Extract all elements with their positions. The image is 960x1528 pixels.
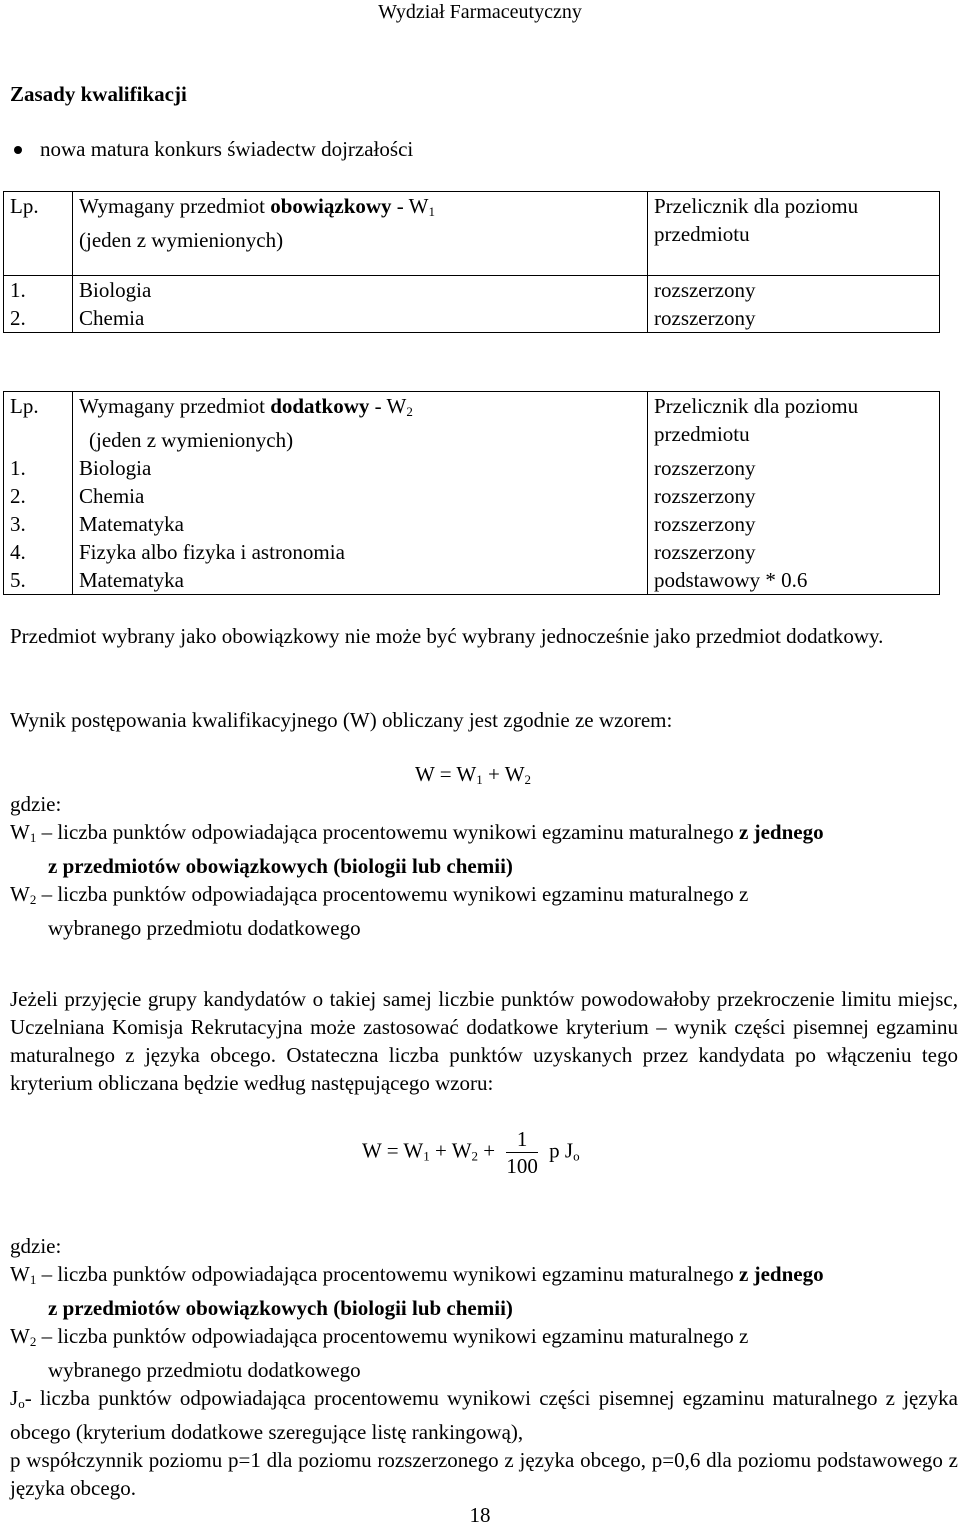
table-row [4, 276, 940, 305]
where1-w2-symbol: W [10, 882, 30, 906]
tie-paragraph: Jeżeli przyjęcie grupy kandydatów o takiej samej liczbie punktów powodowałoby przekroczenie limitu miejsc, Uczelniana Komisja Rekrutacyjna może zastosować dodatkowe kryterium – wynik części pisemnej egzaminu maturalnego z języka obcego. Ostateczna liczba punktów uzyskanych przez kandydata po włączeniu tego kryterium obliczana będzie według następującego wzoru: [10, 987, 958, 1095]
where1-w1-definition: $W_1$ – liczba punktów odpowiadająca procentowemu wynikowi egzaminu maturalnego z jednego [10, 820, 824, 845]
where1-w1-symbol: W [10, 820, 30, 844]
table2-cell-level: rozszerzony [648, 510, 940, 538]
table2-cell-lp: 5. [4, 566, 73, 595]
formula1-w: W = W [415, 762, 477, 786]
formula2-fraction [506, 1126, 538, 1179]
page-number: 18 [469, 1503, 491, 1527]
where2-jo-definition [10, 1384, 958, 1446]
table2-head-lp: Lp. [4, 392, 73, 455]
table1-head-conversion [648, 192, 940, 276]
table1-head-subject-bold: obowiązkowy [270, 194, 392, 218]
table-row [4, 538, 940, 566]
where-block-2 [10, 1232, 958, 1502]
where2-w1-definition: $W_1$ – liczba punktów odpowiadająca procentowemu wynikowi egzaminu maturalnego z jednego [10, 1262, 824, 1287]
table1-head-subject-w: - W [391, 194, 429, 218]
table2-cell-subject: Matematyka [73, 510, 648, 538]
bullet-item [10, 137, 413, 162]
table-row [4, 510, 940, 538]
where1-w1-bold-b: z przedmiotów obowiązkowych (biologii lub chemii) [48, 854, 513, 878]
table1-cell-lp: 2. [4, 304, 73, 333]
table1-cell-subject: Biologia [73, 276, 648, 305]
formula2-w: W = W [362, 1138, 424, 1163]
where2-jo-symbol: J [10, 1386, 19, 1410]
formula-extended [362, 1126, 580, 1179]
where1-w1-bold-a: z jednego [739, 820, 824, 844]
where2-w2-text: liczba punktów odpowiadająca procentowemu wynikowi egzaminu maturalnego z [57, 1324, 749, 1348]
where2-w1-text: liczba punktów odpowiadająca procentowemu wynikowi egzaminu maturalnego [57, 1262, 740, 1286]
where2-w1-sub: 1 [29, 1272, 37, 1287]
mandatory-subject-table [3, 191, 940, 333]
table2-cell-subject: Biologia [73, 454, 648, 482]
where2-w1-continuation [10, 1294, 958, 1322]
table2-head-conv-line2: przedmiotu [654, 422, 750, 446]
formula1-sub2: 2 [524, 772, 532, 787]
table2-cell-subject: Chemia [73, 482, 648, 510]
formula-basic [415, 762, 531, 788]
table2-head-subject-bold: dodatkowy [270, 394, 370, 418]
table1-head-subject-line2: (jeden z wymienionych) [79, 228, 284, 252]
table2-head-subject-line2: (jeden z wymienionych) [89, 428, 294, 452]
table2-cell-subject: Matematyka [73, 566, 648, 595]
where2-label: gdzie: [10, 1234, 62, 1258]
table1-head-lp: Lp. [4, 192, 73, 276]
table2-head-subject-w: - W [369, 394, 407, 418]
section-title: Zasady kwalifikacji [10, 82, 187, 106]
where2-w1-bold-a: z jednego [739, 1262, 824, 1286]
table1-head-subject [73, 192, 648, 276]
where1-w2-definition: $W_2$ – liczba punktów odpowiadająca procentowemu wynikowi egzaminu maturalnego z [10, 882, 749, 907]
table2-cell-level: rozszerzony [648, 482, 940, 510]
table1-head-subject-text: Wymagany przedmiot [79, 194, 271, 218]
table1-head-conv-line2: przedmiotu [654, 222, 750, 246]
where1-w1-continuation [10, 852, 958, 880]
formula2-denominator: 100 [506, 1154, 538, 1178]
table-row [4, 454, 940, 482]
result-intro: Wynik postępowania kwalifikacyjnego (W) obliczany jest zgodnie ze wzorem: [10, 708, 673, 732]
table2-cell-lp: 3. [4, 510, 73, 538]
formula2-plus: + W [429, 1138, 472, 1163]
where2-w1-symbol: W [10, 1262, 30, 1286]
table1-head-subject-sub: 1 [428, 204, 435, 219]
formula2-sub2: 2 [471, 1148, 479, 1164]
table-row [4, 482, 940, 510]
table2-cell-lp: 2. [4, 482, 73, 510]
table1-cell-lp: 1. [4, 276, 73, 305]
note-paragraph: Przedmiot wybrany jako obowiązkowy nie może być wybrany jednocześnie jako przedmiot dodatkowy. [10, 624, 884, 648]
formula2-numerator: 1 [506, 1126, 538, 1153]
table-row [4, 304, 940, 333]
page-header: Wydział Farmaceutyczny [378, 1, 582, 23]
table2-head-subject-sub: 2 [406, 404, 413, 419]
table1-cell-level: rozszerzony [648, 304, 940, 333]
formula2-plus2: + [478, 1138, 496, 1163]
formula2-sub1: 1 [423, 1148, 430, 1164]
where1-w2-sub: 2 [29, 892, 37, 907]
where2-w1-bold-b: z przedmiotów obowiązkowych (biologii lub chemii) [48, 1296, 513, 1320]
where2-w2-definition: $W_2$ – liczba punktów odpowiadająca procentowemu wynikowi egzaminu maturalnego z [10, 1324, 749, 1349]
where2-p-definition [10, 1446, 958, 1502]
formula1-sub1: 1 [476, 772, 483, 787]
where1-label: gdzie: [10, 792, 62, 816]
table1-cell-level: rozszerzony [648, 276, 940, 305]
bullet-dot-icon [14, 146, 22, 154]
table2-head-subject-text: Wymagany przedmiot [79, 394, 271, 418]
formula1-plus: + W [482, 762, 525, 786]
table-row [4, 566, 940, 595]
where1-w2-text: liczba punktów odpowiadająca procentowemu wynikowi egzaminu maturalnego z [57, 882, 749, 906]
where2-w2-continuation: wybranego przedmiotu dodatkowego [48, 1358, 361, 1382]
where-block-1 [10, 790, 958, 942]
where2-jo-text: - liczba punktów odpowiadająca procentowemu wynikowi części pisemnej egzaminu maturalnego z języka obcego (kryterium dodatkowe szeregujące listę rankingową), [10, 1386, 958, 1444]
additional-subject-table [3, 391, 940, 595]
formula2-tail: p J [549, 1138, 574, 1163]
table2-cell-level: podstawowy * 0.6 [648, 566, 940, 595]
where2-w2-symbol: W [10, 1324, 30, 1348]
bullet-text: nowa matura konkurs świadectw dojrzałości [40, 137, 414, 161]
where1-w1-sub: 1 [29, 830, 37, 845]
table1-cell-subject: Chemia [73, 304, 648, 333]
where2-w2-sub: 2 [29, 1334, 37, 1349]
table2-cell-lp: 4. [4, 538, 73, 566]
table2-head-conv-line1: Przelicznik dla poziomu [654, 394, 859, 418]
where1-w2-continuation: wybranego przedmiotu dodatkowego [48, 916, 361, 940]
table2-cell-level: rozszerzony [648, 454, 940, 482]
formula2-tail-sub: o [573, 1148, 580, 1164]
table1-head-conv-line1: Przelicznik dla poziomu [654, 194, 859, 218]
table2-cell-level: rozszerzony [648, 538, 940, 566]
table2-head-conversion [648, 392, 940, 455]
table2-head-subject [73, 392, 648, 455]
table2-cell-subject: Fizyka albo fizyka i astronomia [73, 538, 648, 566]
where2-p-text: p współczynnik poziomu p=1 dla poziomu rozszerzonego z języka obcego, p=0,6 dla poziomu podstawowego z języka obcego. [10, 1448, 958, 1500]
where1-w1-text: liczba punktów odpowiadająca procentowemu wynikowi egzaminu maturalnego [57, 820, 740, 844]
table2-cell-lp: 1. [4, 454, 73, 482]
where2-jo-sub: o [18, 1396, 25, 1411]
